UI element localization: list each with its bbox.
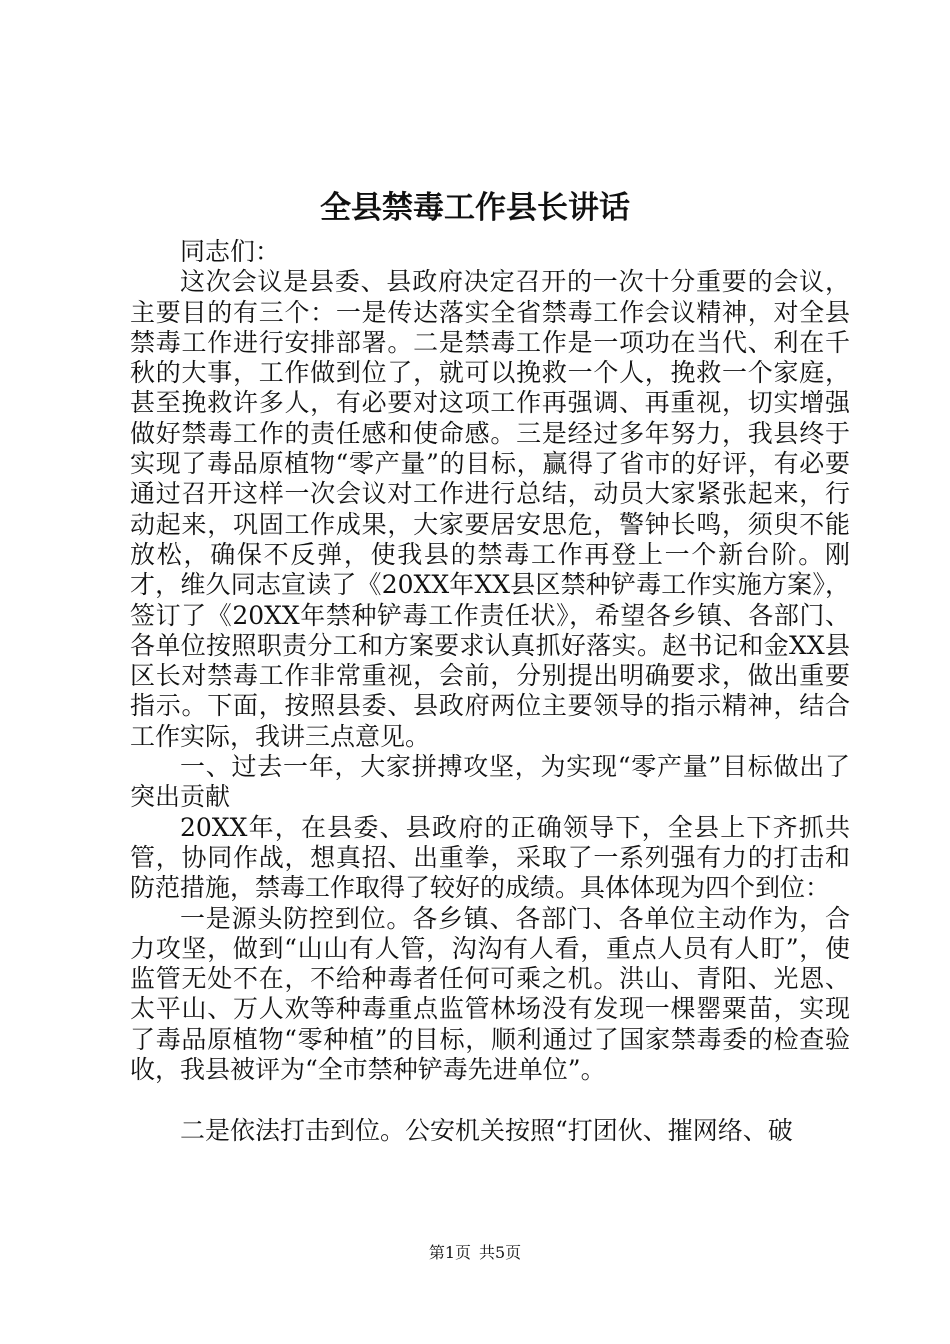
page-footer bbox=[0, 1242, 950, 1264]
intro-paragraph: 这次会议是县委、县政府决定召开的一次十分重要的会议，主要目的有三个：一是传达落实全省禁毒工作会议精神，对全县禁毒工作进行安排部署。二是禁毒工作是一项功在当代、利在千秋的大事，工作做到位了，就可以挽救一个人，挽救一个家庭，甚至挽救许多人，有必要对这项工作再强调、再重视，切实增强做好禁毒工作的责任感和使命感。三是经过多年努力，我县终于实现了毒品原植物“零产量”的目标，赢得了省市的好评，有必要通过召开这样一次会议对工作进行总结，动员大家紧张起来，行动起来，巩固工作成果，大家要居安思危，警钟长鸣，须臾不能放松，确保不反弹，使我县的禁毒工作再登上一个新台阶。刚才，维久同志宣读了《20XX年XX县区禁种铲毒工作实施方案》，签订了《20XX年禁种铲毒工作责任状》，希望各乡镇、各部门、各单位按照职责分工和方案要求认真抓好落实。赵书记和金XX县区长对禁毒工作非常重视，会前，分别提出明确要求，做出重要指示。下面，按照县委、县政府两位主要领导的指示精神，结合工作实际，我讲三点意见。 bbox=[130, 267, 850, 751]
document-body bbox=[130, 237, 850, 1147]
point-two-paragraph: 二是依法打击到位。公安机关按照“打团伙、摧网络、破 bbox=[180, 1116, 793, 1146]
page-number: 第1页 bbox=[428, 1243, 471, 1262]
salutation: 同志们： bbox=[180, 237, 281, 266]
page-title: 全县禁毒工作县长讲话 bbox=[320, 190, 630, 226]
section-heading: 一、过去一年，大家拼搏攻坚，为实现“零产量”目标做出了突出贡献 bbox=[130, 752, 850, 812]
overview-paragraph: 20XX年，在县委、县政府的正确领导下，全县上下齐抓共管，协同作战，想真招、出重拳，采取了一系列强有力的打击和防范措施，禁毒工作取得了较好的成绩。具体体现为四个到位： bbox=[130, 812, 850, 903]
point-one-paragraph: 一是源头防控到位。各乡镇、各部门、各单位主动作为，合力攻坚，做到“山山有人管，沟沟有人看，重点人员有人盯”，使监管无处不在，不给种毒者任何可乘之机。洪山、青阳、光恩、太平山、万人欢等种毒重点监管林场没有发现一棵罂粟苗，实现了毒品原植物“零种植”的目标，顺利通过了国家禁毒委的检查验收，我县被评为“全市禁种铲毒先进单位”。 bbox=[130, 903, 850, 1085]
page-total: 共5页 bbox=[479, 1243, 522, 1262]
